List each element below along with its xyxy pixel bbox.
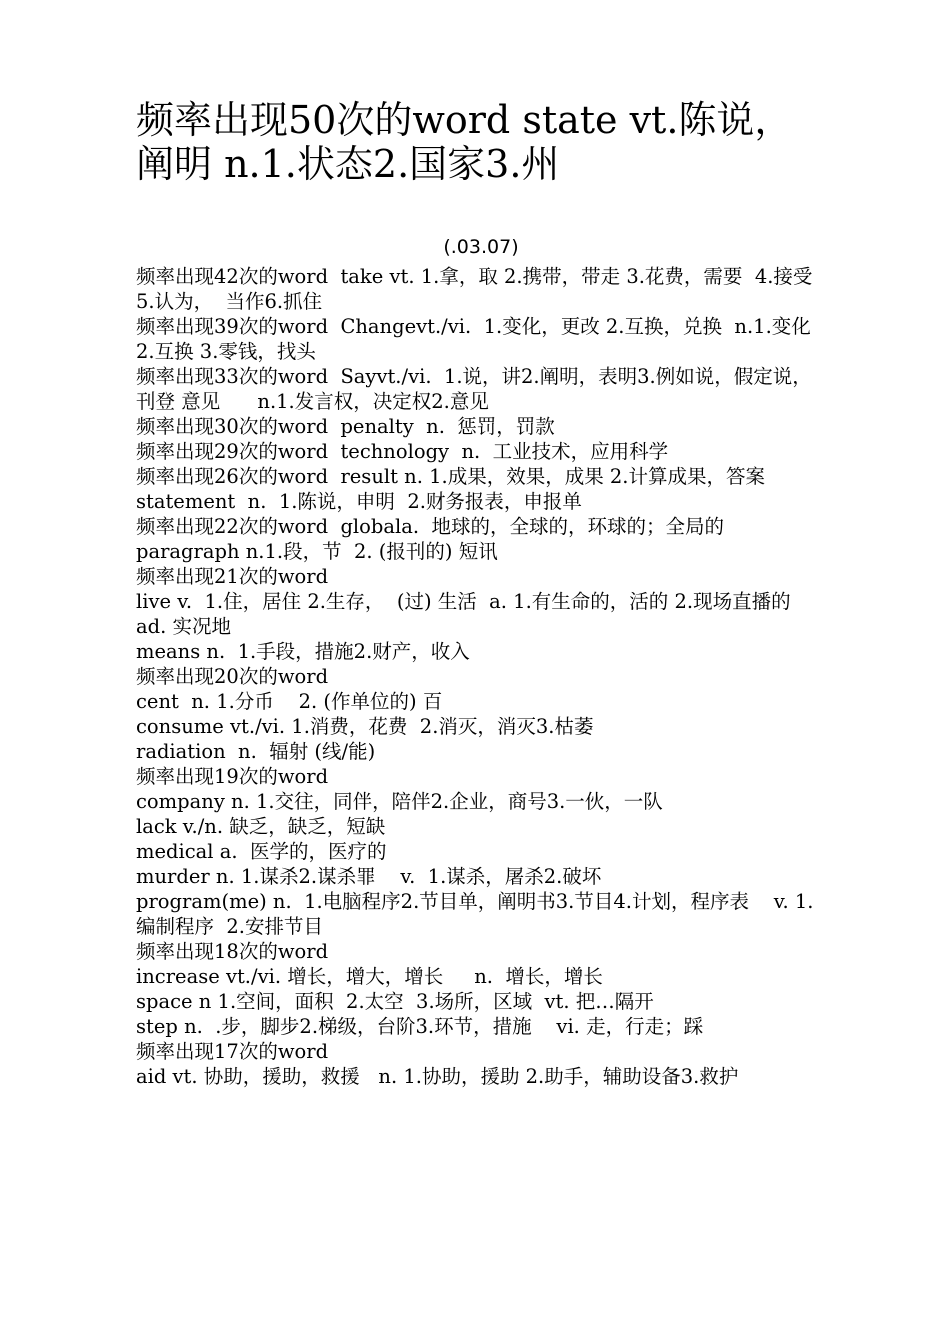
vocabulary-line: cent n. 1.分币 2. (作单位的) 百 bbox=[136, 690, 443, 713]
document-date: (.03.07) bbox=[443, 236, 519, 258]
vocabulary-line: step n. .步，脚步2.梯级，台阶3.环节，措施 vi. 走，行走；踩 bbox=[136, 1015, 704, 1038]
vocabulary-line: radiation n. 辐射 (线/能) bbox=[136, 740, 376, 763]
vocabulary-line: 频率出现39次的word Changevt./vi. 1.变化，更改 2.互换，兑换 n.1.变化2.互换 3.零钱，找头 bbox=[136, 315, 811, 363]
vocabulary-line: means n. 1.手段，措施2.财产，收入 bbox=[136, 640, 470, 663]
vocabulary-line: 频率出现18次的word bbox=[136, 940, 329, 963]
document-page bbox=[136, 98, 826, 1089]
vocabulary-line: increase vt./vi. 增长，增大，增长 n. 增长，增长 bbox=[136, 965, 603, 988]
vocabulary-line: 频率出现29次的word technology n. 工业技术，应用科学 bbox=[136, 440, 669, 463]
vocabulary-line: live v. 1.住，居住 2.生存， (过) 生活 a. 1.有生命的，活的 2.现场直播的 ad. 实况地 bbox=[136, 590, 816, 638]
vocabulary-line: lack v./n. 缺乏，缺乏，短缺 bbox=[136, 815, 386, 838]
vocabulary-line: 频率出现19次的word bbox=[136, 765, 329, 788]
vocabulary-line: paragraph n.1.段，节 2. (报刊的) 短讯 bbox=[136, 540, 498, 563]
vocabulary-line: 频率出现30次的word penalty n. 惩罚，罚款 bbox=[136, 415, 555, 438]
vocabulary-line: company n. 1.交往，同伴，陪伴2.企业，商号3.一伙，一队 bbox=[136, 790, 663, 813]
vocabulary-line: aid vt. 协助，援助，救援 n. 1.协助，援助 2.助手，辅助设备3.救护 bbox=[136, 1065, 739, 1088]
vocabulary-line: 频率出现42次的word take vt. 1.拿，取 2.携带，带走 3.花费，需要 4.接受5.认为， 当作6.抓住 bbox=[136, 265, 813, 313]
vocabulary-line: program(me) n. 1.电脑程序2.节目单，阐明书3.节目4.计划，程序表 v. 1.编制程序 2.安排节目 bbox=[136, 890, 814, 938]
vocabulary-line: 频率出现22次的word globala. 地球的，全球的，环球的；全局的 bbox=[136, 515, 724, 538]
vocabulary-line: 频率出现17次的word bbox=[136, 1040, 329, 1063]
document-title: 频率出现50次的word state vt.陈说，阐明 n.1.状态2.国家3.州 bbox=[136, 98, 793, 186]
vocabulary-line: 频率出现20次的word bbox=[136, 665, 329, 688]
vocabulary-line: consume vt./vi. 1.消费，花费 2.消灭，消灭3.枯萎 bbox=[136, 715, 594, 738]
vocabulary-line: 频率出现33次的word Sayvt./vi. 1.说，讲2.阐明，表明3.例如说，假定说，刊登 意见 n.1.发言权，决定权2.意见 bbox=[136, 365, 812, 413]
vocabulary-line: 频率出现26次的word result n. 1.成果，效果，成果 2.计算成果，答案 bbox=[136, 465, 766, 488]
vocabulary-line: murder n. 1.谋杀2.谋杀罪 v. 1.谋杀，屠杀2.破坏 bbox=[136, 865, 602, 888]
vocabulary-line: 频率出现21次的word bbox=[136, 565, 329, 588]
vocabulary-line: medical a. 医学的，医疗的 bbox=[136, 840, 387, 863]
vocabulary-list bbox=[136, 264, 826, 1089]
vocabulary-line: space n 1.空间，面积 2.太空 3.场所，区域 vt. 把…隔开 bbox=[136, 990, 654, 1013]
vocabulary-line: statement n. 1.陈说，申明 2.财务报表，申报单 bbox=[136, 490, 582, 513]
